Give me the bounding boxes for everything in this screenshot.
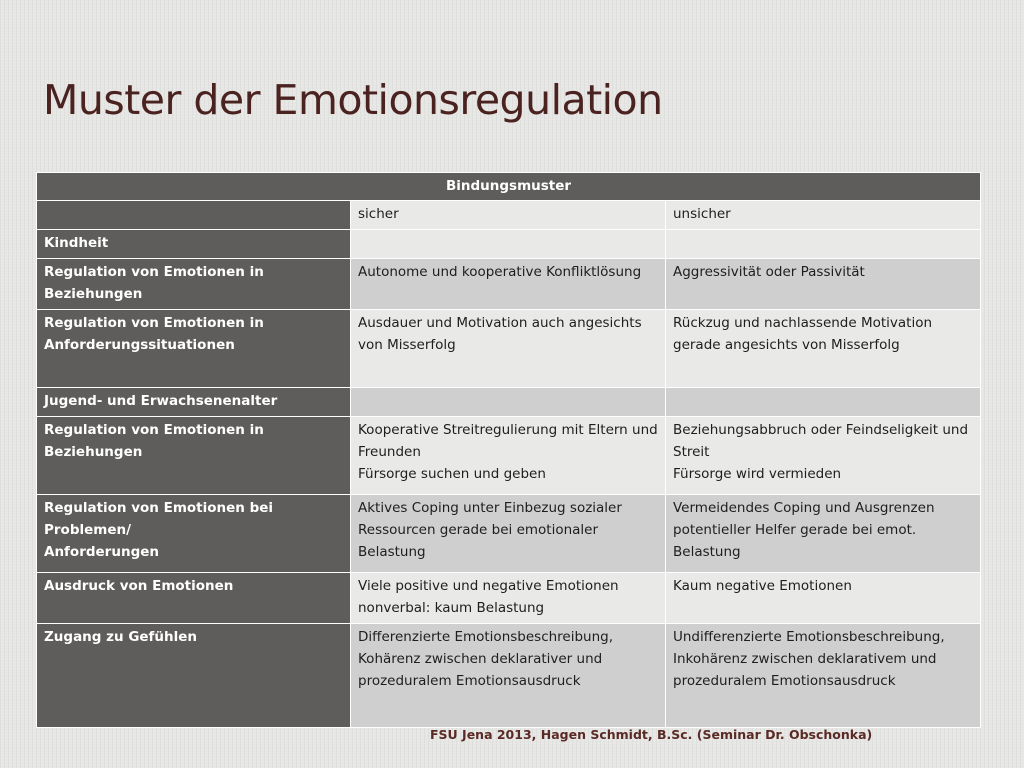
cell-line: Zugang zu Gefühlen [44, 629, 198, 645]
table-row [37, 417, 981, 495]
cell-unsicher [666, 624, 981, 728]
cell-line: Regulation von Emotionen in Beziehungen [44, 264, 264, 302]
cell-sicher [351, 388, 666, 417]
cell-sicher [351, 310, 666, 388]
row-label [37, 495, 351, 573]
cell-line: Differenzierte Emotionsbeschreibung, [358, 629, 614, 645]
cell-line: Fürsorge wird vermieden [673, 466, 842, 482]
subheader-unsicher: unsicher [666, 201, 981, 230]
cell-line: Regulation von Emotionen in Beziehungen [44, 422, 264, 460]
cell-line: Kohärenz zwischen deklarativer und [358, 651, 603, 667]
cell-unsicher [666, 573, 981, 624]
cell-line: Vermeidendes Coping und Ausgrenzen [673, 500, 935, 516]
table-row [37, 624, 981, 728]
subheader-row [37, 201, 981, 230]
cell-sicher [351, 417, 666, 495]
cell-line: Autonome und kooperative Konfliktlösung [358, 264, 642, 280]
cell-sicher [351, 259, 666, 310]
cell-line: prozeduralem Emotionsausdruck [358, 673, 581, 689]
row-label [37, 230, 351, 259]
table-header: Bindungsmuster [37, 173, 981, 201]
cell-line: Freunden [358, 444, 421, 460]
cell-line: Ausdauer und Motivation auch angesichts [358, 315, 642, 331]
cell-line: Jugend- und Erwachsenenalter [44, 393, 278, 409]
cell-line: Belastung [673, 544, 741, 560]
cell-sicher [351, 495, 666, 573]
cell-line: Streit [673, 444, 710, 460]
cell-line: potentieller Helfer gerade bei emot. [673, 522, 917, 538]
cell-unsicher [666, 417, 981, 495]
table-row [37, 388, 981, 417]
cell-line: Regulation von Emotionen in [44, 315, 264, 331]
table-row [37, 573, 981, 624]
cell-unsicher [666, 388, 981, 417]
row-label [37, 310, 351, 388]
cell-line: Inkohärenz zwischen deklarativem und [673, 651, 937, 667]
cell-line: Regulation von Emotionen bei Problemen/ [44, 500, 274, 538]
table-row [37, 259, 981, 310]
subheader-sicher: sicher [351, 201, 666, 230]
bindungsmuster-table [36, 172, 981, 728]
subheader-corner [37, 201, 351, 230]
cell-sicher [351, 624, 666, 728]
cell-line: Kaum negative Emotionen [673, 578, 852, 594]
cell-unsicher [666, 310, 981, 388]
row-label [37, 624, 351, 728]
row-label [37, 388, 351, 417]
cell-line: Kooperative Streitregulierung mit Eltern und [358, 422, 658, 438]
cell-line: Belastung [358, 544, 426, 560]
cell-line: Rückzug und nachlassende Motivation [673, 315, 933, 331]
cell-line: Aggressivität oder Passivität [673, 264, 865, 280]
cell-line: prozeduralem Emotionsausdruck [673, 673, 896, 689]
cell-line: Undifferenzierte Emotionsbeschreibung, [673, 629, 945, 645]
cell-line: Ausdruck von Emotionen [44, 578, 234, 594]
cell-line: Anforderungssituationen [44, 337, 235, 353]
cell-sicher [351, 230, 666, 259]
cell-line: nonverbal: kaum Belastung [358, 600, 545, 616]
cell-unsicher [666, 495, 981, 573]
table-row [37, 495, 981, 573]
cell-line: Aktives Coping unter Einbezug sozialer [358, 500, 622, 516]
cell-unsicher [666, 230, 981, 259]
cell-sicher [351, 573, 666, 624]
table-header-row [37, 173, 981, 201]
cell-unsicher [666, 259, 981, 310]
table-row [37, 310, 981, 388]
table-row [37, 230, 981, 259]
cell-line: Anforderungen [44, 544, 159, 560]
slide-footer: FSU Jena 2013, Hagen Schmidt, B.Sc. (Seminar Dr. Obschonka) [430, 727, 873, 742]
cell-line: Ressourcen gerade bei emotionaler [358, 522, 599, 538]
slide-title: Muster der Emotionsregulation [43, 76, 663, 124]
row-label [37, 573, 351, 624]
cell-line: Beziehungsabbruch oder Feindseligkeit und [673, 422, 969, 438]
cell-line: Viele positive und negative Emotionen [358, 578, 619, 594]
cell-line: Kindheit [44, 235, 109, 251]
cell-line: gerade angesichts von Misserfolg [673, 337, 900, 353]
cell-line: Fürsorge suchen und geben [358, 466, 546, 482]
row-label [37, 259, 351, 310]
cell-line: von Misserfolg [358, 337, 456, 353]
row-label [37, 417, 351, 495]
